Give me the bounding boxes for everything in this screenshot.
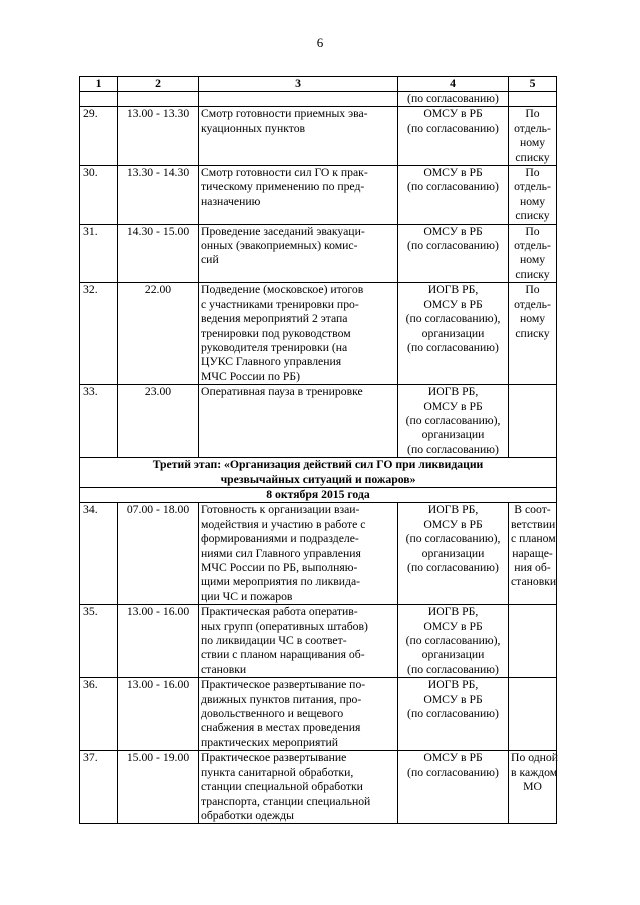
responsible-line: ОМСУ в РБ [423,751,483,765]
event-line: станции специальной обработки [201,780,363,794]
event-line: куационных пунктов [201,121,306,135]
table-row [80,385,557,458]
event-line: обработки одежды [201,808,294,822]
event-line: онных (эвакоприемных) комис- [201,239,358,253]
responsible-line: ОМСУ в РБ [423,107,483,121]
event-line: ствии с планом наращивания об- [201,648,365,662]
number-cell: 36. [80,678,118,751]
responsible-line: (по согласованию), [405,312,501,326]
event-line: МЧС России по РБ) [201,369,300,383]
responsible-line: (по согласованию) [407,765,499,779]
responsible-line: ОМСУ в РБ [423,224,483,238]
responsible-cell [398,503,509,605]
note-line: отдель- [514,297,551,311]
event-cell [199,751,398,824]
continuation-row [80,92,557,107]
column-header: 1 [80,77,118,92]
event-line: практических мероприятий [201,735,339,749]
note-line: ному [519,312,546,326]
note-line: ному [519,136,546,150]
event-cell [199,385,398,458]
event-line: довольственного и вещевого [201,707,344,721]
responsible-line: ОМСУ в РБ [423,517,483,531]
event-line: ведения мероприятий 2 этапа [201,312,348,326]
responsible-cell [398,385,509,458]
event-line: Смотр готовности сил ГО к прак- [201,166,368,180]
table-row [80,107,557,166]
note-line: списку [515,209,550,223]
event-cell [199,283,398,385]
time-cell: 13.00 - 13.30 [118,107,199,166]
event-cell [199,503,398,605]
column-header: 2 [118,77,199,92]
event-cell [199,166,398,225]
note-line: нараще- [512,546,553,560]
note-cell [509,678,557,751]
event-line: ции ЧС и пожаров [201,589,293,603]
note-line: По [525,224,540,238]
responsible-line: (по согласованию) [407,239,499,253]
column-header: 3 [199,77,398,92]
note-line: становки [511,575,557,589]
time-cell: 14.30 - 15.00 [118,224,199,283]
responsible-line: ОМСУ в РБ [423,692,483,706]
responsible-line: ОМСУ в РБ [423,297,483,311]
event-line: тренировки под руководством [201,326,351,340]
responsible-line: (по согласованию) [407,442,499,456]
event-line: назначению [201,194,261,208]
stage-date: 8 октября 2015 года [80,487,557,502]
responsible-line: организации [421,326,485,340]
event-line: руководителя тренировки (на [201,340,348,354]
note-cell [509,385,557,458]
note-cell [509,166,557,225]
event-line: ниями сил Главного управления [201,546,361,560]
responsible-cell [398,678,509,751]
table-row [80,678,557,751]
schedule-table [79,76,557,824]
stage-title [80,458,557,488]
event-line: модействия и участию в работе с [201,517,366,531]
responsible-line: (по согласованию) [407,340,499,354]
time-cell: 15.00 - 19.00 [118,751,199,824]
number-cell: 30. [80,166,118,225]
responsible-cell [398,605,509,678]
note-line: МО [523,780,542,794]
responsible-line: ИОГВ РБ, [427,503,479,517]
responsible-line: организации [421,648,485,662]
note-line: отдель- [514,121,551,135]
event-line: Практическое развертывание [201,751,347,765]
number-cell: 35. [80,605,118,678]
responsible-line: (по согласованию) [407,561,499,574]
stage-date-row [80,487,557,502]
event-line: с участниками тренировки про- [201,297,359,311]
responsible-cell [398,166,509,225]
event-line: снабжения в местах проведения [201,721,361,735]
event-line: щими мероприятия по ликвида- [201,575,361,589]
table-row [80,503,557,605]
event-line: Практическое развертывание по- [201,678,366,692]
note-line: отдель- [514,239,551,253]
event-line: по ликвидации ЧС в соответ- [201,634,347,648]
event-line: МЧС России по РБ, выполняю- [201,561,358,574]
event-line: Оперативная пауза в тренировке [201,385,363,399]
note-line: По [525,283,540,297]
number-cell: 33. [80,385,118,458]
responsible-cell [398,92,509,107]
note-line: По [525,166,540,180]
responsible-line: (по согласованию), [405,532,501,546]
number-cell: 29. [80,107,118,166]
event-cell [199,678,398,751]
page-number: 6 [316,35,324,50]
number-cell: 37. [80,751,118,824]
responsible-line: ОМСУ в РБ [423,399,483,413]
note-line: списку [515,150,550,164]
event-line: сий [201,253,219,267]
column-header: 4 [398,77,509,92]
column-header: 5 [509,77,557,92]
note-line: ветствии [511,517,556,531]
note-line: В соот- [514,503,551,517]
responsible-cell [398,107,509,166]
responsible-line: ИОГВ РБ, [427,678,479,692]
time-cell: 13.30 - 14.30 [118,166,199,225]
responsible-line: ИОГВ РБ, [427,605,479,619]
note-line: списку [515,267,550,281]
event-line: формированиями и подразделе- [201,532,359,546]
responsible-cell [398,751,509,824]
event-line: движных пунктов питания, про- [201,692,362,706]
responsible-line: (по согласованию) [407,707,499,721]
responsible-line: (по согласованию) [407,92,499,105]
event-line: ных групп (оперативных штабов) [201,619,368,633]
responsible-cell [398,283,509,385]
time-cell: 13.00 - 16.00 [118,605,199,678]
note-cell [509,751,557,824]
note-line: По одной [511,751,559,765]
responsible-line: (по согласованию) [407,662,499,676]
event-line: Практическая работа оператив- [201,605,358,619]
table-row [80,605,557,678]
event-line: становки [201,662,247,676]
number-cell: 31. [80,224,118,283]
note-line: отдель- [514,180,551,194]
event-line: Проведение заседаний эвакуаци- [201,224,365,238]
event-line: тическому применению по пред- [201,180,365,194]
table-row [80,224,557,283]
note-cell [509,283,557,385]
number-cell: 32. [80,283,118,385]
note-line: с планом [511,532,556,546]
note-cell [509,503,557,605]
note-cell [509,605,557,678]
note-line: По [525,107,540,121]
note-cell [509,224,557,283]
responsible-line: (по согласованию) [407,180,499,194]
time-cell: 23.00 [118,385,199,458]
note-line: ному [519,194,546,208]
note-line: в каждом [511,765,558,779]
note-line: ному [519,253,546,267]
event-cell [199,107,398,166]
event-cell [199,224,398,283]
table-row [80,283,557,385]
responsible-line: организации [421,428,485,442]
event-line: пункта санитарной обработки, [201,765,354,779]
note-line: списку [515,326,550,340]
table-row [80,751,557,824]
stage-title-line: чрезвычайных ситуаций и пожаров» [220,472,416,486]
note-cell [509,107,557,166]
stage-title-row [80,458,557,488]
responsible-line: организации [421,546,485,560]
note-line: ния об- [514,561,551,574]
responsible-line: ОМСУ в РБ [423,166,483,180]
event-line: Готовность к организации взаи- [201,503,360,517]
responsible-line: (по согласованию), [405,634,501,648]
time-cell: 07.00 - 18.00 [118,503,199,605]
responsible-line: (по согласованию), [405,413,501,427]
stage-title-line: Третий этап: «Организация действий сил ГО при ликвидации [152,458,484,472]
event-line: Подведение (московское) итогов [201,283,364,297]
event-line: Смотр готовности приемных эва- [201,107,368,121]
time-cell: 13.00 - 16.00 [118,678,199,751]
table-row [80,166,557,225]
responsible-line: ОМСУ в РБ [423,619,483,633]
time-cell: 22.00 [118,283,199,385]
event-line: ЦУКС Главного управления [201,355,342,369]
number-cell: 34. [80,503,118,605]
responsible-line: ИОГВ РБ, [427,385,479,399]
event-cell [199,605,398,678]
responsible-line: ИОГВ РБ, [427,283,479,297]
event-line: транспорта, станции специальной [201,794,371,808]
responsible-cell [398,224,509,283]
responsible-line: (по согласованию) [407,121,499,135]
column-header-row [80,77,557,92]
